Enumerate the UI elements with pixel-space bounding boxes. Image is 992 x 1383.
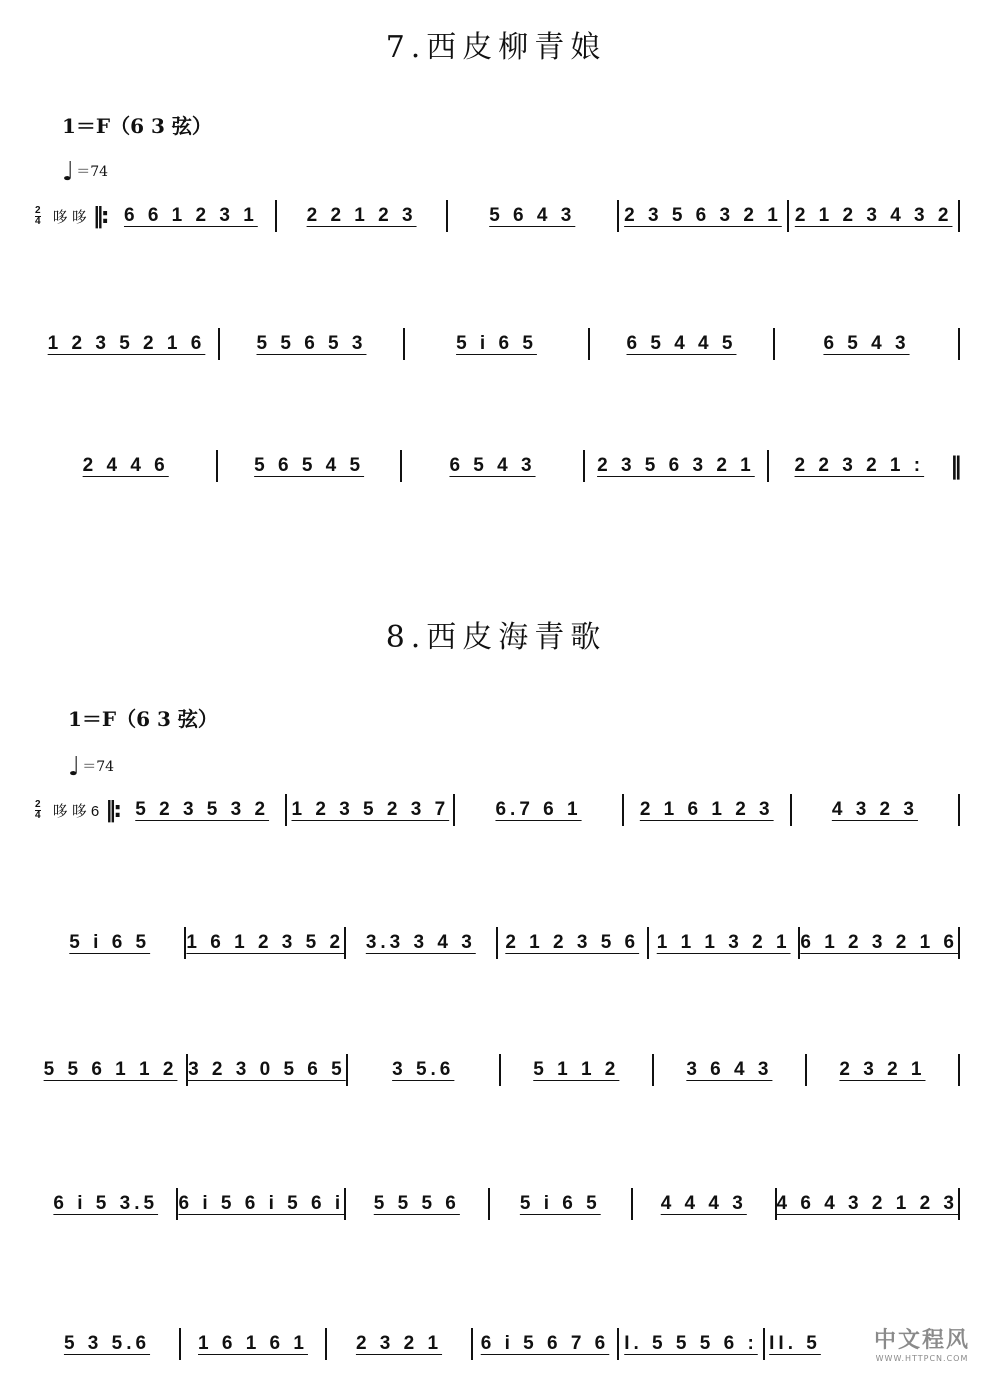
measure: 2 3 2 1 — [355, 1333, 443, 1354]
key-signature: 1＝F（6 3 弦） — [68, 707, 218, 731]
time-signature: 2 4 — [35, 798, 41, 821]
measure: 2 1 2 3 4 3 2 — [794, 205, 953, 226]
barline — [958, 1054, 960, 1086]
measure: 3.3 3 4 3 — [365, 932, 476, 953]
measure: 3 2 3 0 5 6 5 — [188, 1059, 346, 1080]
staff-row — [35, 1052, 960, 1088]
staff-row — [35, 792, 960, 828]
measure: 2 1 2 3 5 6 — [505, 932, 640, 953]
staff-row — [35, 448, 960, 484]
quarter-note-icon: ♩ — [68, 752, 81, 782]
repeat-start-icon: ‖: — [105, 797, 120, 823]
staff-row — [35, 198, 960, 234]
measure: 5 6 4 3 — [489, 205, 576, 226]
measure: 5 6 5 4 5 — [254, 455, 365, 476]
barline — [958, 794, 960, 826]
measure: 6 i 5 6 7 6 — [480, 1333, 610, 1354]
intro-text: 哆 哆 6 — [52, 802, 100, 820]
measure: 2 2 3 2 1 : — [794, 455, 925, 476]
measure: 6 5 4 3 — [823, 333, 910, 354]
measure: 5 5 6 5 3 — [256, 333, 367, 354]
second-ending: II. 5 — [769, 1333, 821, 1354]
measure: 6 5 4 3 — [449, 455, 536, 476]
measure: 5 3 5.6 — [63, 1333, 151, 1354]
intro — [35, 206, 93, 227]
intro-text: 哆 哆 — [52, 208, 87, 226]
key-signature: 1＝F（6 3 弦） — [62, 114, 212, 138]
watermark — [874, 1323, 970, 1363]
measure: 3 6 4 3 — [686, 1059, 773, 1080]
barline — [958, 927, 960, 959]
staff-row — [35, 1186, 960, 1222]
measure: 5 i 6 5 — [519, 1193, 601, 1214]
measure: 1 6 1 6 1 — [198, 1333, 308, 1354]
measure: 5 5 5 6 — [373, 1193, 460, 1214]
tempo-value: ＝74 — [76, 164, 109, 180]
time-signature: 2 4 — [35, 204, 41, 227]
measure: 5 1 1 2 — [533, 1059, 620, 1080]
measure: 2 2 1 2 3 — [306, 205, 417, 226]
measure: 2 4 4 6 — [82, 455, 169, 476]
measure: 6 6 1 2 3 1 — [123, 205, 258, 226]
measure: 5 i 6 5 — [456, 333, 537, 354]
watermark-url: WWW.HTTPCN.COM — [875, 1354, 969, 1363]
measure: 3 5.6 — [392, 1059, 455, 1080]
measure: 1 2 3 5 2 3 7 — [291, 799, 450, 820]
quarter-note-icon: ♩ — [62, 157, 75, 187]
measure: 1 6 1 2 3 5 2 — [186, 932, 345, 953]
measure: 2 1 6 1 2 3 — [639, 799, 774, 820]
measure: 6 1 2 3 2 1 6 — [800, 932, 958, 953]
staff-row — [35, 925, 960, 961]
tempo-marking — [68, 752, 114, 782]
measure: 5 5 6 1 1 2 — [43, 1059, 178, 1080]
tempo-value: ＝74 — [82, 759, 115, 775]
staff-row — [35, 1326, 825, 1362]
measure: 1 2 3 5 2 1 6 — [47, 333, 206, 354]
first-ending: I. 5 5 5 6 : — [624, 1333, 758, 1354]
barline — [958, 200, 960, 232]
measure: 4 6 4 3 2 1 2 3 — [776, 1193, 958, 1214]
measure: 6.7 6 1 — [495, 799, 582, 820]
measure: 4 4 4 3 — [660, 1193, 747, 1214]
barline — [958, 1188, 960, 1220]
measure: 5 2 3 5 3 2 — [135, 799, 270, 820]
measure: 4 3 2 3 — [831, 799, 918, 820]
measure: 1 1 1 3 2 1 — [656, 932, 791, 953]
measure: 6 5 4 4 5 — [626, 333, 737, 354]
piece-title-8: 8.西皮海青歌 — [385, 620, 607, 655]
staff-row — [35, 326, 960, 362]
tempo-marking — [62, 157, 108, 187]
measure: 2 3 2 1 — [839, 1059, 926, 1080]
repeat-start-icon: ‖: — [92, 203, 107, 229]
measure: 5 i 6 5 — [69, 932, 151, 953]
intro — [35, 800, 105, 821]
measure: 6 i 5 3.5 — [53, 1193, 159, 1214]
piece-title-7: 7.西皮柳青娘 — [385, 30, 607, 65]
measure: 2 3 5 6 3 2 1 — [597, 455, 755, 476]
measure: 6 i 5 6 i 5 6 i — [178, 1193, 345, 1214]
measure: 2 3 5 6 3 2 1 — [624, 205, 782, 226]
final-barline-icon: ‖ — [950, 452, 961, 480]
barline — [958, 328, 960, 360]
watermark-logo: 中文程风 — [873, 1328, 970, 1353]
